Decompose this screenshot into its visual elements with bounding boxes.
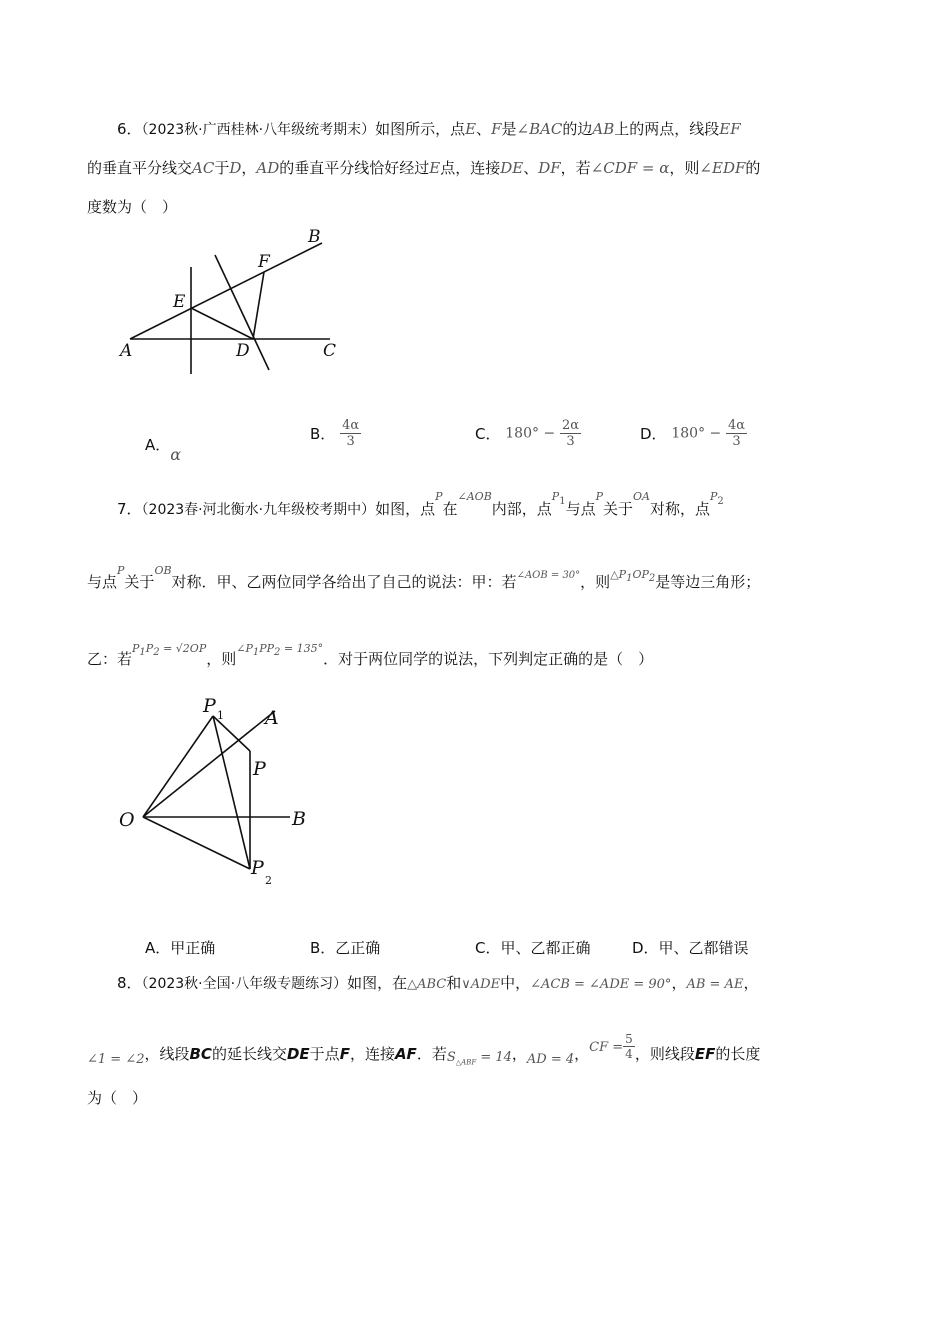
q6-line2: 的垂直平分线交AC于D，AD的垂直平分线恰好经过E点，连接DE、DF，若∠CDF = α，则∠EDF的 [87, 159, 761, 177]
label-F: F [258, 252, 270, 272]
fraction: $\frac{4\alpha}{3}$ [342, 418, 360, 449]
q6-option-d[interactable]: D． 180° − $\frac{4\alpha}{3}$ [640, 418, 746, 449]
label-B: B [292, 808, 306, 830]
q8-line1: 8．（2023秋·全国·八年级专题练习）如图，在△ABC和∨ADE中，∠ACB = ∠ADE = 90°，AB = AE， [117, 974, 759, 992]
q6-option-c[interactable]: C． 180° − $\frac{2\alpha}{3}$ [475, 418, 580, 449]
q6-option-b[interactable]: B． $\frac{4\alpha}{3}$ [310, 418, 360, 449]
fraction: $\frac{4\alpha}{3}$ [728, 418, 746, 449]
label-P1: P [203, 695, 216, 717]
segment-P1P2 [213, 716, 250, 869]
label-E: E [173, 292, 186, 312]
q7-source: （2023春·河北衡水·九年级校考期中） [141, 502, 376, 518]
q6-line1: 6．（2023秋·广西桂林·八年级统考期末）如图所示，点E、F是∠BAC的边AB上的两点，线段EF [117, 120, 741, 138]
segment-OP2 [143, 817, 250, 869]
q8-source: （2023秋·全国·八年级专题练习） [141, 976, 348, 992]
fraction: $\frac{5}{4}$ [625, 1032, 633, 1061]
label-P: P [253, 758, 266, 780]
q7-option-b[interactable]: B．乙正确 [310, 939, 381, 957]
q6-figure [110, 222, 350, 377]
segment-DE [191, 308, 253, 339]
label-A: A [120, 341, 133, 361]
q7-line3: 乙：若$P_1P_2 = √2OP$，则$\angle P_1PP_2 = 135^\circ$．对于两位同学的说法，下列判定正确的是（ ） [87, 642, 654, 668]
q8-line2: ∠1 = ∠2，线段BC的延长线交DE于点F，连接AF．若$S_{\triangle ABF} = 14$，AD = 4，CF = $\frac{5}{4}$ ，则线段EF的长度 [87, 1032, 761, 1067]
fraction: $\frac{2\alpha}{3}$ [561, 418, 580, 449]
label-C: C [323, 341, 337, 361]
q7-line2: 与点P关于OB对称．甲、乙两位同学各给出了自己的说法：甲：若$_{\angle AOB = 30^\circ}$，则$_{\triangle P_1OP_2}$是等边三角形； [87, 564, 761, 591]
q7-option-a[interactable]: A．甲正确 [145, 939, 216, 957]
q7-option-c[interactable]: C．甲、乙都正确 [475, 939, 591, 957]
label-O: O [119, 809, 135, 831]
ray-AB [130, 243, 322, 339]
segment-OP1 [143, 716, 213, 817]
label-P2: P [251, 857, 264, 879]
q6-line3: 度数为（ ） [87, 198, 178, 216]
segment-DF [253, 272, 264, 339]
label-P2-sub: 2 [265, 874, 272, 887]
label-B: B [308, 227, 321, 247]
q7-line1: 7．（2023春·河北衡水·九年级校考期中）如图，点P在∠AOB内部，点$P_1$与点P关于OA对称，点$P_2$ [117, 490, 724, 518]
q8-line3: 为（ ） [87, 1089, 148, 1107]
q7-option-d[interactable]: D．甲、乙都错误 [632, 939, 749, 957]
label-A: A [265, 707, 279, 729]
q6-option-a[interactable]: A．α [145, 436, 182, 464]
label-D: D [236, 341, 250, 361]
label-P1-sub: 1 [217, 709, 224, 722]
q7-figure [110, 688, 330, 898]
q6-source: （2023秋·广西桂林·八年级统考期末） [141, 122, 376, 138]
